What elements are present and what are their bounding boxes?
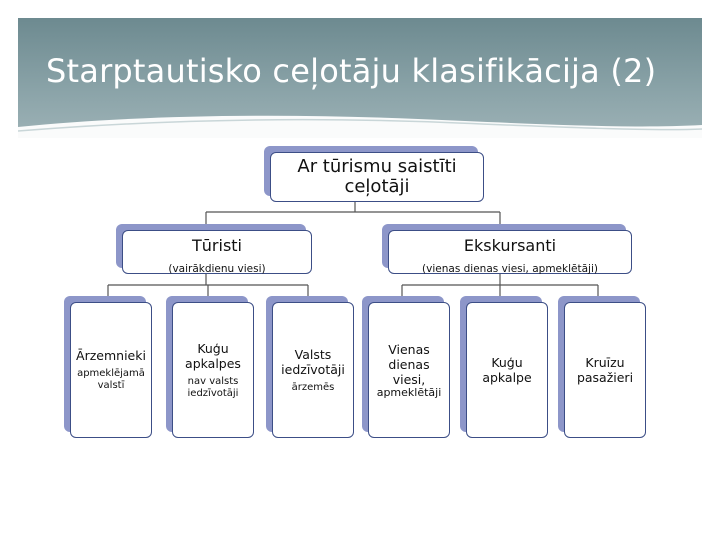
root-node: Ar tūrismu saistīti ceļotāji	[270, 152, 484, 202]
leaf-label: Kuģu apkalpes	[185, 340, 241, 371]
node-turisti	[122, 230, 312, 274]
node-ekskursanti-sub: (vienas dienas viesi, apmeklētāji)	[422, 263, 598, 275]
node-turisti-label: Tūristi	[192, 236, 242, 255]
leaf-kugu-apkalpe	[466, 302, 548, 438]
leaf-sub: apmeklētāji	[376, 385, 442, 399]
leaf-sub: nav valsts iedzīvotāji	[187, 375, 239, 399]
leaf-label: Ārzemnieki	[76, 348, 146, 363]
leaf-vienas-dienas-viesi	[368, 302, 450, 438]
leaf-arzemnieki	[70, 302, 152, 438]
leaf-label: Vienas dienas viesi,	[388, 341, 430, 387]
node-ekskursanti	[388, 230, 632, 274]
leaf-valsts-iedzivotaji	[272, 302, 354, 438]
leaf-kugu-apkalpes	[172, 302, 254, 438]
slide-title: Starptautisko ceļotāju klasifikācija (2)	[46, 52, 657, 90]
node-ekskursanti-label: Ekskursanti	[463, 236, 557, 255]
leaf-sub: apmeklējamā valstī	[77, 368, 145, 391]
leaf-kruizu-pasazieri	[564, 302, 646, 438]
leaf-label: Valsts iedzīvotāji	[281, 346, 345, 377]
leaf-label: Kruīzu pasažieri	[576, 355, 634, 385]
node-turisti-sub: (vairākdienu viesi)	[168, 263, 266, 275]
leaf-label: Kuģu apkalpe	[482, 355, 532, 385]
leaf-sub: ārzemēs	[291, 381, 335, 393]
